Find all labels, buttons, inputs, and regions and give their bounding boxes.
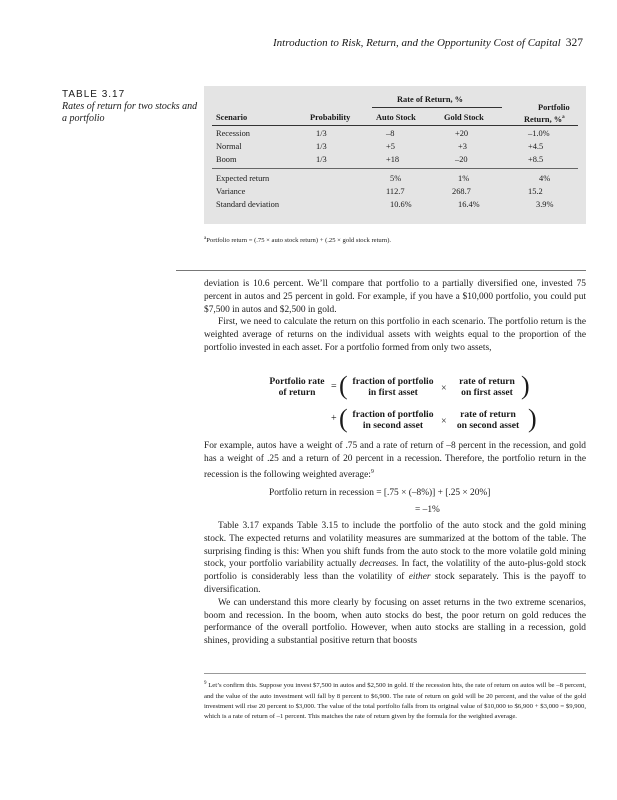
stat-sd-label: Standard deviation	[216, 200, 280, 209]
stat-expected-gold: 1%	[458, 174, 470, 183]
body-text-bottom	[204, 520, 586, 648]
stat-variance-port: 15.2	[528, 187, 543, 196]
stats-rule	[212, 168, 578, 169]
paragraph-1: deviation is 10.6 percent. We’ll compare that portfolio to a partially diversified one, invested 75 percent in autos and 25 percent in gold. For example, if you have a $10,000 portfolio, you could put $7,500 in autos and $2,500 in gold.	[204, 279, 586, 315]
stat-sd-port: 3.9%	[536, 200, 554, 209]
stat-variance-gold: 268.7	[452, 187, 471, 196]
table-label	[62, 89, 202, 125]
cell-r2-prob: 1/3	[316, 155, 327, 164]
stat-expected-auto: 5%	[390, 174, 402, 183]
col-header-return: Return, %$^a$	[524, 114, 565, 124]
paragraph-2: First, we need to calculate the return on this portfolio in each scenario. The portfolio return is the weighted average of returns on the individual assets with weights equal to the proportion of the portfolio invested in each asset. For a portfolio formed from only two assets,	[204, 317, 586, 353]
page-number: 327	[565, 37, 583, 49]
formula-term-1: fraction of portfolio in first asset	[352, 376, 434, 398]
paragraph-3: For example, autos have a weight of .75 and a rate of return of –8 percent in the recession, and gold has a weight of .25 and a return of 20 percent in a recession. Therefore, the portfolio return in the recession is the following weighted average:$^9$	[204, 441, 586, 480]
footnote-rule	[204, 673, 586, 674]
stat-sd-auto: 10.6%	[390, 200, 412, 209]
formula-times-1: ×	[441, 383, 447, 394]
cell-r1-scenario: Normal	[216, 142, 242, 151]
table-footnote: $^a$Portfolio return = (.75 × auto stock return) + (.25 × gold stock return).	[204, 236, 392, 245]
formula-term-2: rate of return on first asset	[459, 376, 515, 398]
cell-r2-gold: –20	[455, 155, 468, 164]
calc-line-1: Portfolio return in recession = [.75 × (–8%)] + [.25 × 20%]	[269, 488, 491, 498]
formula-times-2: ×	[441, 416, 447, 427]
cell-r1-port: +4.5	[528, 142, 544, 151]
cell-r2-scenario: Boom	[216, 155, 237, 164]
formula-term-4: rate of return on second asset	[456, 409, 520, 431]
cell-r1-auto: +5	[386, 142, 395, 151]
col-header-auto: Auto Stock	[376, 113, 416, 122]
formula-plus: +	[331, 413, 337, 424]
formula-term-3: fraction of portfolio in second asset	[352, 409, 434, 431]
footnote-9: $^9$ Let’s confirm this. Suppose you invest $7,500 in autos and $2,500 in gold. If the recession hits, the rate of return on autos will be –8 percent, and the value of the auto investment will fall by 8 percent to $6,900. The rate of return on gold will be 20 percent, and the value of the gold investment will rise 20 percent to $3,000. The value of the total portfolio falls from its original value of $10,000 to $6,900 + $3,000 = $9,900, which is a rate of return of –1 percent. This matches the rate of return given by the formula for the weighted average.	[204, 681, 586, 721]
formula-equals: =	[331, 381, 337, 392]
paragraph-5: We can understand this more clearly by focusing on asset returns in the two extreme scenarios, boom and recession. In the boom, when auto stocks do best, the poor return on gold reduces the performance of the overall portfolio. However, when auto stocks are stalling in a recession, gold shines, providing a substantial positive return that boosts	[204, 597, 586, 647]
cell-r0-scenario: Recession	[216, 129, 250, 138]
group-rule	[372, 107, 502, 108]
body-text-example	[204, 440, 586, 482]
formula-lhs: Portfolio rate of return	[269, 376, 325, 398]
paren-open-2: (	[339, 404, 348, 433]
cell-r1-gold: +3	[458, 142, 467, 151]
paren-open-1: (	[339, 371, 348, 400]
header-rule	[212, 125, 578, 126]
stat-expected-port: 4%	[539, 174, 551, 183]
section-separator	[176, 270, 586, 271]
paren-close-1: )	[521, 371, 530, 400]
stat-sd-gold: 16.4%	[458, 200, 480, 209]
stat-variance-auto: 112.7	[386, 187, 405, 196]
cell-r2-port: +8.5	[528, 155, 544, 164]
cell-r0-auto: –8	[386, 129, 395, 138]
running-title: Introduction to Risk, Return, and the Opportunity Cost of Capital	[273, 37, 561, 49]
stat-variance-label: Variance	[216, 187, 246, 196]
table-number: TABLE 3.17	[62, 89, 126, 100]
paren-close-2: )	[528, 404, 537, 433]
running-head	[273, 37, 585, 49]
cell-r0-port: –1.0%	[528, 129, 550, 138]
stat-expected-label: Expected return	[216, 174, 270, 183]
col-header-gold: Gold Stock	[444, 113, 484, 122]
col-header-probability: Probability	[310, 113, 351, 122]
col-header-scenario: Scenario	[216, 113, 248, 122]
cell-r0-prob: 1/3	[316, 129, 327, 138]
calc-line-2: = –1%	[415, 505, 440, 515]
group-header: Rate of Return, %	[397, 95, 464, 104]
returns-table	[204, 86, 586, 224]
col-header-portfolio: Portfolio	[538, 103, 570, 112]
cell-r0-gold: +20	[455, 129, 469, 138]
body-text-top	[204, 278, 586, 355]
table-caption: Rates of return for two stocks and a portfolio	[62, 101, 198, 124]
cell-r1-prob: 1/3	[316, 142, 327, 151]
cell-r2-auto: +18	[386, 155, 400, 164]
paragraph-4: Table 3.17 expands Table 3.15 to include the portfolio of the auto stock and the gold mining stock. The expected returns and volatility measures are summarized at the bottom of the table. The surprising finding is this: When you shift funds from the auto stock to the more volatile gold mining stock, your portfolio variability actually decreases. In fact, the volatility of the auto-plus-gold stock portfolio is considerably less than the volatility of either stock separately. This is the payoff to diversification.	[204, 521, 587, 595]
